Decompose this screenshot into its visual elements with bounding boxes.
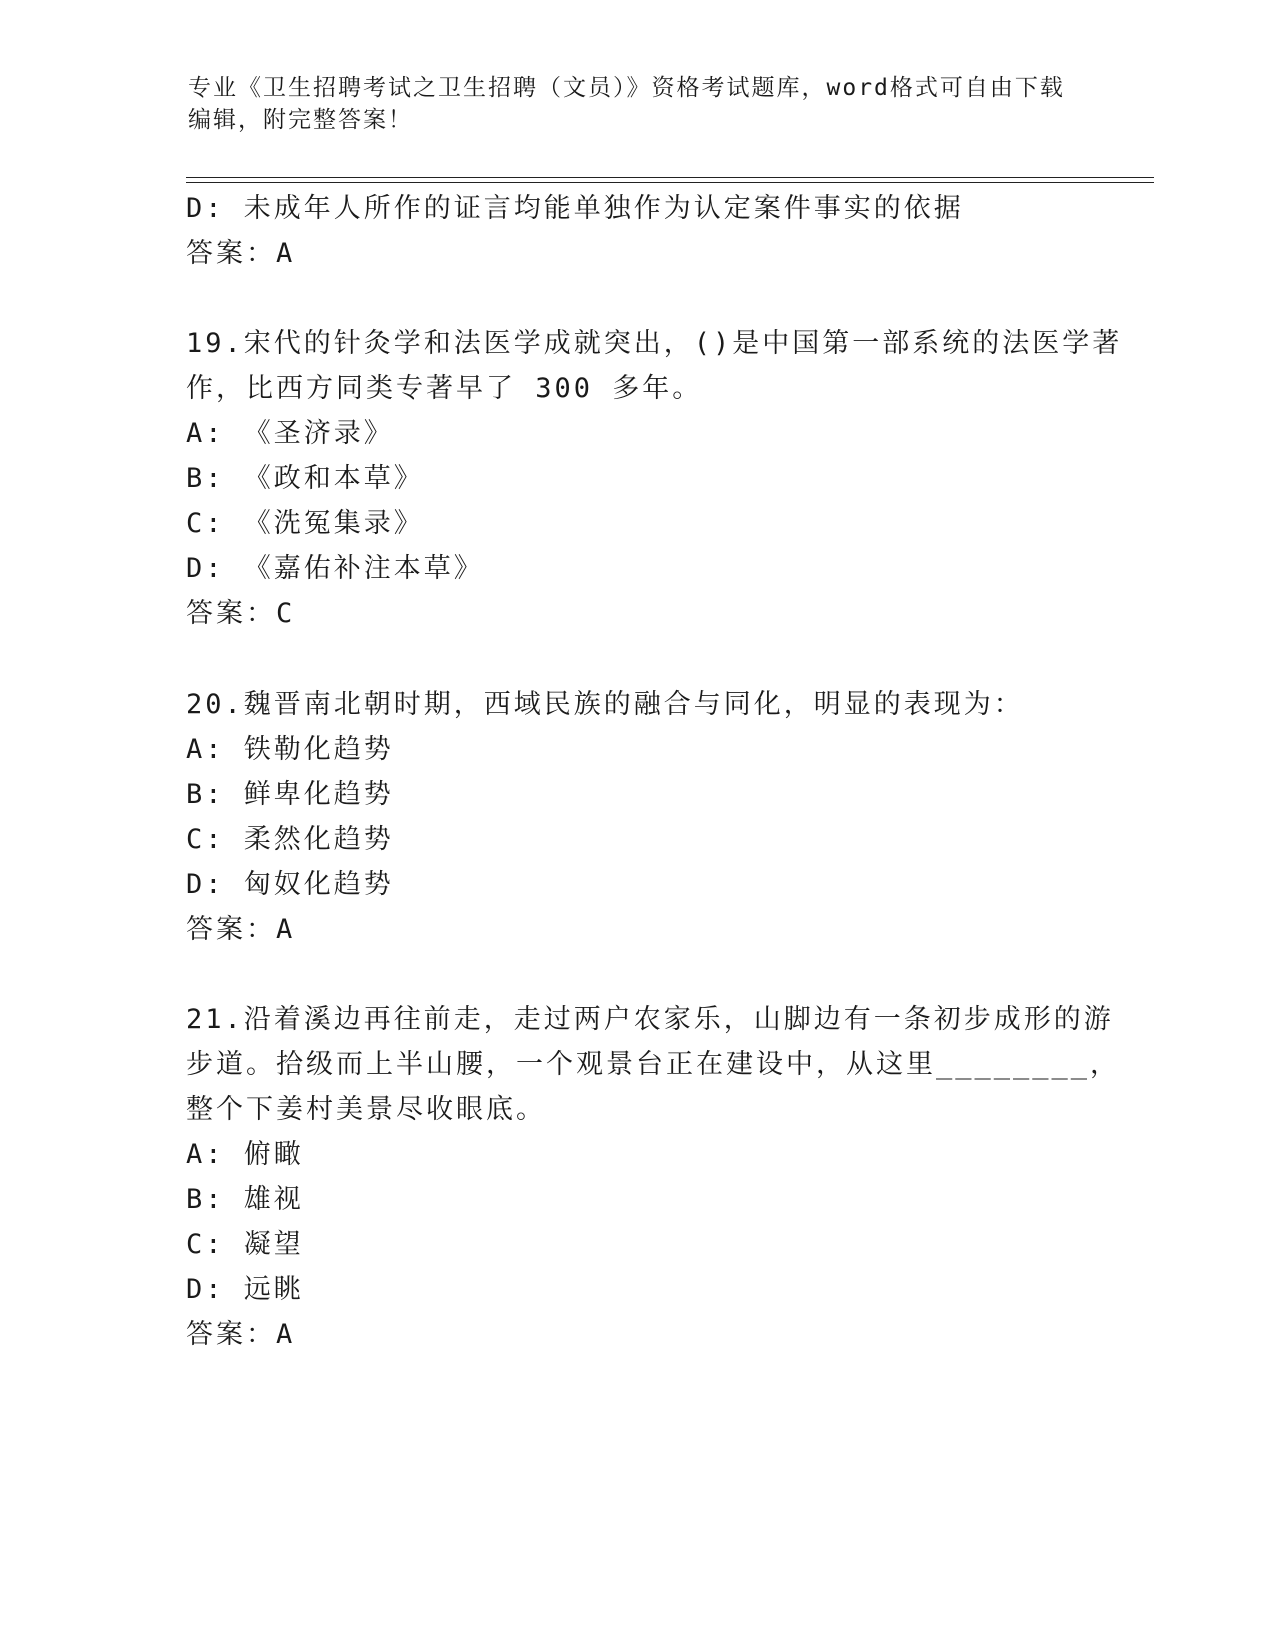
q19-stem-line-2: 作，比西方同类专著早了 300 多年。 — [186, 373, 703, 404]
q21-answer: 答案：A — [186, 1319, 296, 1350]
q21-stem-line-3: 整个下姜村美景尽收眼底。 — [186, 1094, 546, 1125]
q19-answer: 答案：C — [186, 598, 296, 629]
q21-stem-line-2: 步道。拾级而上半山腰，一个观景台正在建设中，从这里________， — [186, 1049, 1121, 1080]
q21-option-b: B: 雄视 — [186, 1184, 304, 1215]
q21-option-a: A: 俯瞰 — [186, 1139, 304, 1170]
q18-answer: 答案：A — [186, 238, 296, 269]
q19-option-c: C: 《洗冤集录》 — [186, 508, 424, 539]
document-header — [188, 72, 1088, 136]
q19-option-b: B: 《政和本草》 — [186, 463, 424, 494]
q20-option-d: D: 匈奴化趋势 — [186, 869, 394, 900]
q20-stem: 20.魏晋南北朝时期，西域民族的融合与同化，明显的表现为： — [186, 689, 1024, 720]
header-divider-bottom — [186, 182, 1154, 183]
q18-option-d: D: 未成年人所作的证言均能单独作为认定案件事实的依据 — [186, 193, 964, 224]
q19-option-d: D: 《嘉佑补注本草》 — [186, 553, 484, 584]
q21-stem-line-1: 21.沿着溪边再往前走，走过两户农家乐，山脚边有一条初步成形的游 — [186, 1004, 1114, 1035]
q21-option-c: C: 凝望 — [186, 1229, 304, 1260]
header-line-1: 专业《卫生招聘考试之卫生招聘（文员）》资格考试题库，word格式可自由下载 — [188, 75, 1065, 101]
header-divider-top — [186, 177, 1154, 178]
header-line-2: 编辑，附完整答案！ — [188, 107, 413, 133]
q21-option-d: D: 远眺 — [186, 1274, 304, 1305]
q20-option-b: B: 鲜卑化趋势 — [186, 779, 394, 810]
q20-option-a: A: 铁勒化趋势 — [186, 734, 394, 765]
q20-answer: 答案：A — [186, 914, 296, 945]
q20-option-c: C: 柔然化趋势 — [186, 824, 394, 855]
q19-option-a: A: 《圣济录》 — [186, 418, 394, 449]
q19-stem-line-1: 19.宋代的针灸学和法医学成就突出，()是中国第一部系统的法医学著 — [186, 328, 1123, 359]
